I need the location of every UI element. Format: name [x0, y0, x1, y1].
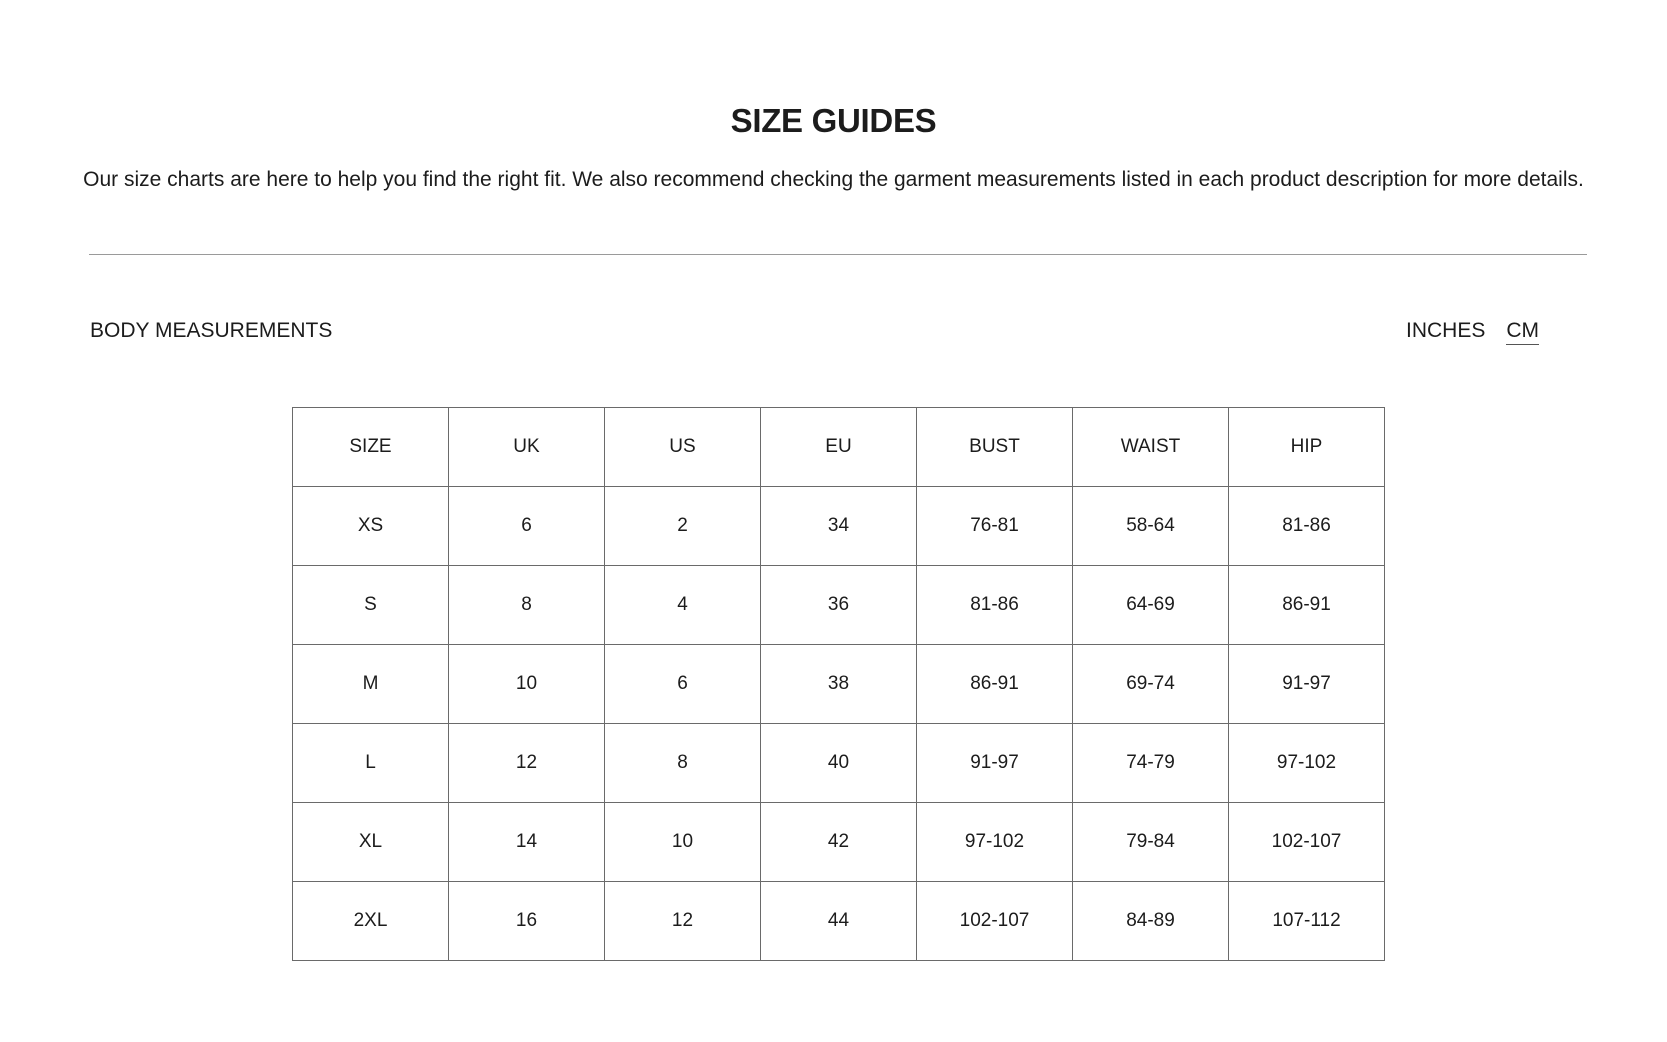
table-cell: XS: [293, 487, 449, 566]
table-row: [293, 566, 1385, 645]
table-cell: 16: [449, 882, 605, 961]
table-cell: 64-69: [1073, 566, 1229, 645]
table-cell: 38: [761, 645, 917, 724]
table-cell: 91-97: [1229, 645, 1385, 724]
section-label-body-measurements: BODY MEASUREMENTS: [90, 319, 333, 342]
table-cell: 36: [761, 566, 917, 645]
table-cell: 102-107: [1229, 803, 1385, 882]
table-cell: 86-91: [1229, 566, 1385, 645]
table-cell: 81-86: [917, 566, 1073, 645]
divider: [89, 254, 1587, 255]
table-cell: 91-97: [917, 724, 1073, 803]
table-cell: 58-64: [1073, 487, 1229, 566]
header-cell: BUST: [917, 408, 1073, 487]
table-cell: 10: [605, 803, 761, 882]
table-cell: 79-84: [1073, 803, 1229, 882]
table-cell: 86-91: [917, 645, 1073, 724]
table-row: [293, 803, 1385, 882]
table-cell: 40: [761, 724, 917, 803]
unit-toggle: [1406, 319, 1539, 345]
table-cell: 97-102: [917, 803, 1073, 882]
table-cell: 12: [449, 724, 605, 803]
table-cell: 97-102: [1229, 724, 1385, 803]
table-cell: 6: [605, 645, 761, 724]
table-cell: 2XL: [293, 882, 449, 961]
header-cell: WAIST: [1073, 408, 1229, 487]
unit-cm-button[interactable]: CM: [1506, 319, 1539, 345]
header-cell: UK: [449, 408, 605, 487]
table-cell: 102-107: [917, 882, 1073, 961]
page-title: SIZE GUIDES: [730, 102, 937, 139]
intro-text: Our size charts are here to help you find the right fit. We also recommend checking the garment measurements listed in each product description for more details.: [83, 168, 1584, 191]
header-cell: SIZE: [293, 408, 449, 487]
table-cell: 2: [605, 487, 761, 566]
table-cell: 107-112: [1229, 882, 1385, 961]
table-cell: 69-74: [1073, 645, 1229, 724]
table-cell: L: [293, 724, 449, 803]
table-row: [293, 724, 1385, 803]
table-cell: 14: [449, 803, 605, 882]
table-cell: 42: [761, 803, 917, 882]
table-cell: XL: [293, 803, 449, 882]
table-cell: 74-79: [1073, 724, 1229, 803]
table-cell: 84-89: [1073, 882, 1229, 961]
table-cell: 12: [605, 882, 761, 961]
header-cell: EU: [761, 408, 917, 487]
table-row: [293, 487, 1385, 566]
table-row: [293, 882, 1385, 961]
table-cell: 4: [605, 566, 761, 645]
table-cell: 76-81: [917, 487, 1073, 566]
table-header-row: [293, 408, 1385, 487]
table-cell: 6: [449, 487, 605, 566]
header-cell: US: [605, 408, 761, 487]
table-cell: 34: [761, 487, 917, 566]
size-table: [292, 407, 1385, 961]
table-cell: 81-86: [1229, 487, 1385, 566]
table-cell: 10: [449, 645, 605, 724]
table-cell: M: [293, 645, 449, 724]
table-cell: 44: [761, 882, 917, 961]
table-row: [293, 645, 1385, 724]
table-cell: 8: [605, 724, 761, 803]
table-cell: S: [293, 566, 449, 645]
table-cell: 8: [449, 566, 605, 645]
header-cell: HIP: [1229, 408, 1385, 487]
unit-inches-button[interactable]: INCHES: [1406, 319, 1486, 342]
